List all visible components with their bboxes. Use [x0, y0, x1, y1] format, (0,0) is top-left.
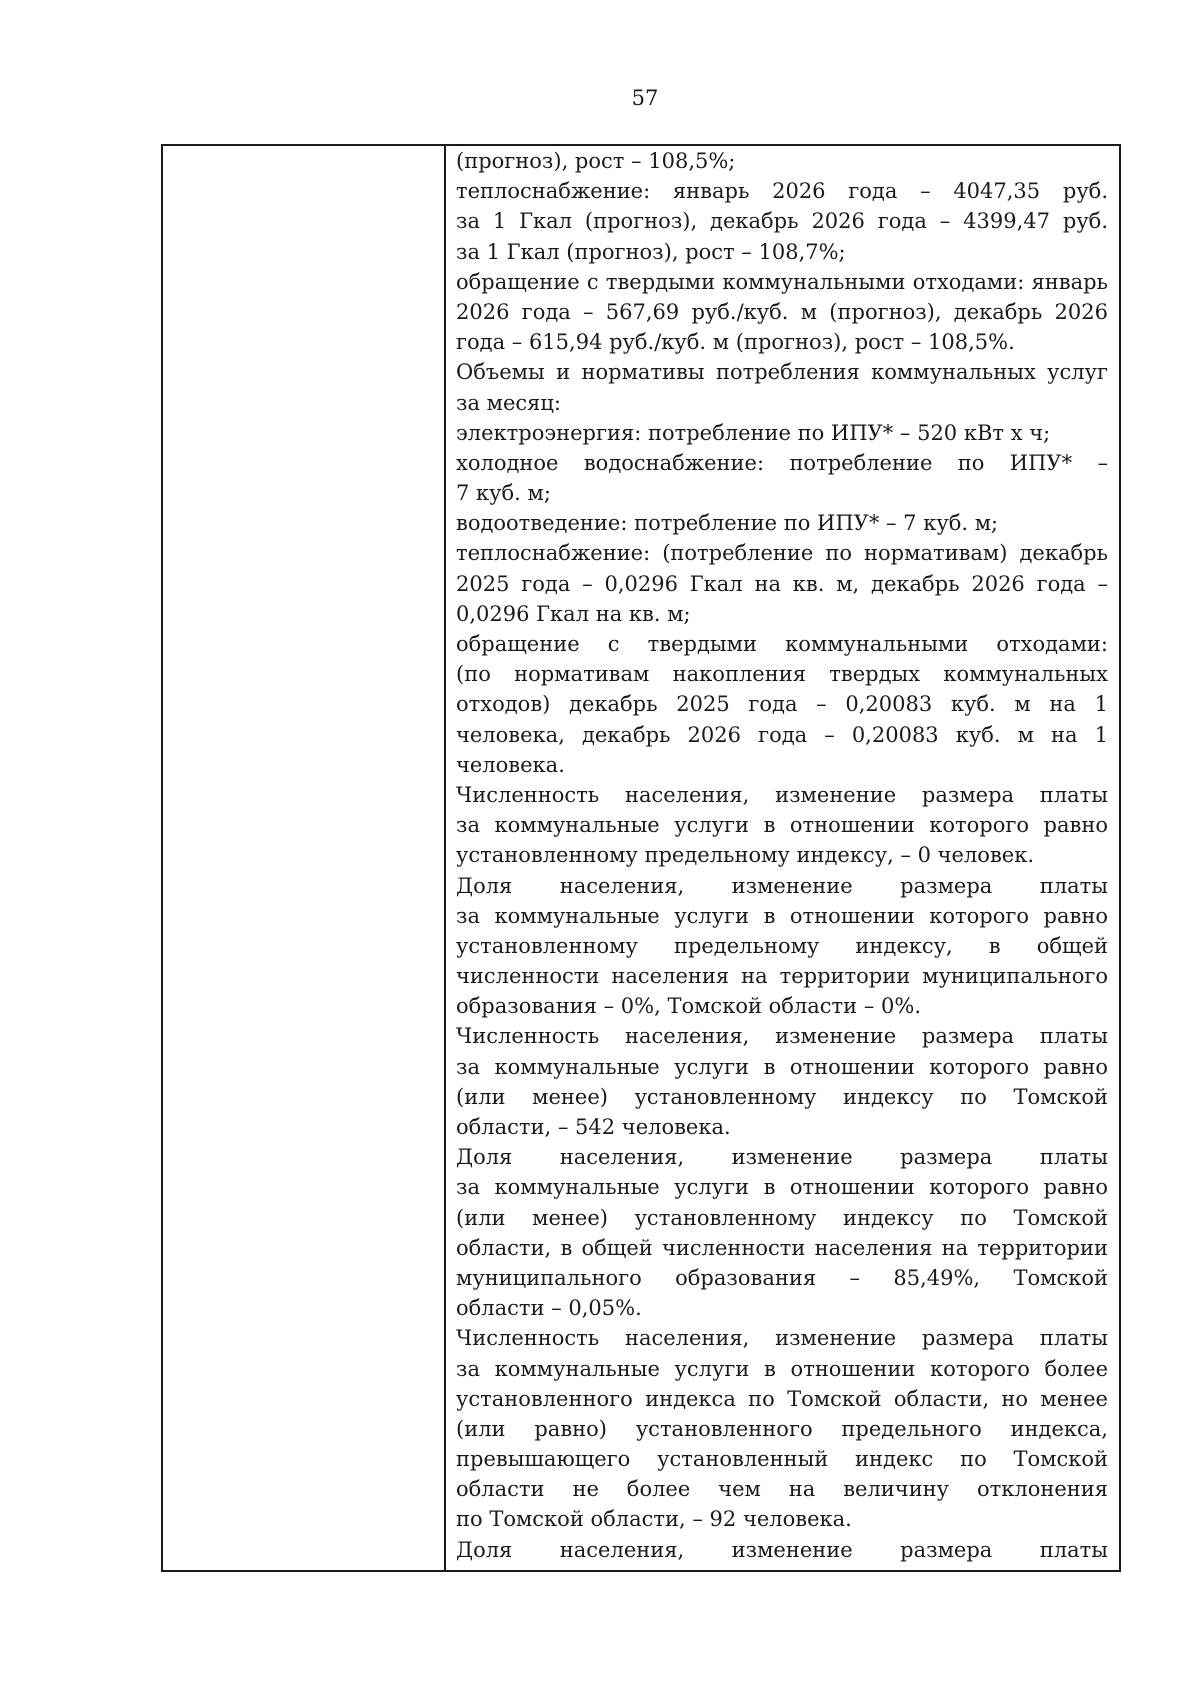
- text-line: 2025 года – 0,0296 Гкал на кв. м, декабрь 2026 года –: [456, 571, 1108, 596]
- text-line: Доля населения, изменение размера платы: [456, 1537, 1108, 1562]
- text-line: области, в общей численности населения на территории: [456, 1235, 1108, 1260]
- text-line: водоотведение: потребление по ИПУ* – 7 куб. м;: [456, 511, 999, 536]
- text-line: Численность населения, изменение размера платы: [456, 782, 1108, 807]
- page-number: 57: [631, 86, 659, 110]
- text-line: человека, декабрь 2026 года – 0,20083 куб. м на 1: [456, 722, 1108, 747]
- table-cell-right: [446, 146, 1119, 1570]
- text-line: за коммунальные услуги в отношении которого равно: [456, 903, 1108, 928]
- table-cell-left: [163, 146, 446, 1570]
- text-line: холодное водоснабжение: потребление по ИПУ* –: [456, 450, 1108, 475]
- text-line: численности населения на территории муниципального: [456, 964, 1108, 989]
- text-line: превышающего установленный индекс по Томской: [456, 1447, 1108, 1472]
- text-line: (или менее) установленному индексу по Томской: [456, 1084, 1108, 1109]
- text-line: установленному предельному индексу, – 0 человек.: [456, 843, 1034, 868]
- text-line: человека.: [456, 752, 565, 777]
- text-line: Доля населения, изменение размера платы: [456, 873, 1108, 898]
- text-line: 2026 года – 567,69 руб./куб. м (прогноз), декабрь 2026: [456, 299, 1108, 324]
- text-line: области не более чем на величину отклонения: [456, 1477, 1108, 1502]
- text-line: за коммунальные услуги в отношении которого равно: [456, 1054, 1108, 1079]
- text-line: за месяц:: [456, 390, 561, 415]
- text-line: теплоснабжение: январь 2026 года – 4047,35 руб.: [456, 179, 1108, 204]
- text-line: отходов) декабрь 2025 года – 0,20083 куб. м на 1: [456, 692, 1108, 717]
- text-line: за коммунальные услуги в отношении которого более: [456, 1356, 1108, 1381]
- text-line: образования – 0%, Томской области – 0%.: [456, 994, 921, 1019]
- text-line: обращение с твердыми коммунальными отходами:: [456, 632, 1108, 656]
- text-line: установленного индекса по Томской области, но менее: [456, 1386, 1108, 1411]
- text-line: установленному предельному индексу, в общей: [456, 933, 1108, 958]
- text-line: области – 0,05%.: [456, 1296, 642, 1321]
- text-line: (по нормативам накопления твердых коммунальных: [456, 662, 1108, 687]
- text-line: за коммунальные услуги в отношении которого равно: [456, 1175, 1108, 1200]
- text-line: (прогноз), рост – 108,5%;: [456, 149, 736, 173]
- text-line: Численность населения, изменение размера платы: [456, 1024, 1108, 1049]
- document-table: [161, 144, 1121, 1572]
- text-line: 7 куб. м;: [456, 481, 551, 506]
- text-line: области, – 542 человека.: [456, 1115, 731, 1139]
- text-line: за 1 Гкал (прогноз), декабрь 2026 года – 4399,47 руб.: [456, 209, 1108, 234]
- text-line: 0,0296 Гкал на кв. м;: [456, 601, 691, 626]
- text-line: электроэнергия: потребление по ИПУ* – 520 кВт х ч;: [456, 420, 1051, 445]
- text-line: за 1 Гкал (прогноз), рост – 108,7%;: [456, 239, 846, 264]
- text-line: муниципального образования – 85,49%, Томской: [456, 1265, 1108, 1290]
- text-line: по Томской области, – 92 человека.: [456, 1507, 852, 1532]
- text-line: (или менее) установленному индексу по Томской: [456, 1205, 1108, 1230]
- text-line: Объемы и нормативы потребления коммунальных услуг: [456, 360, 1108, 385]
- text-line: Доля населения, изменение размера платы: [456, 1145, 1108, 1170]
- text-line: года – 615,94 руб./куб. м (прогноз), рост – 108,5%.: [456, 330, 1015, 355]
- text-line: за коммунальные услуги в отношении которого равно: [456, 813, 1108, 838]
- text-line: Численность населения, изменение размера платы: [456, 1326, 1108, 1351]
- text-line: теплоснабжение: (потребление по нормативам) декабрь: [456, 541, 1108, 566]
- text-line: (или равно) установленного предельного индекса,: [456, 1416, 1108, 1441]
- text-line: обращение с твердыми коммунальными отходами: январь: [456, 269, 1108, 294]
